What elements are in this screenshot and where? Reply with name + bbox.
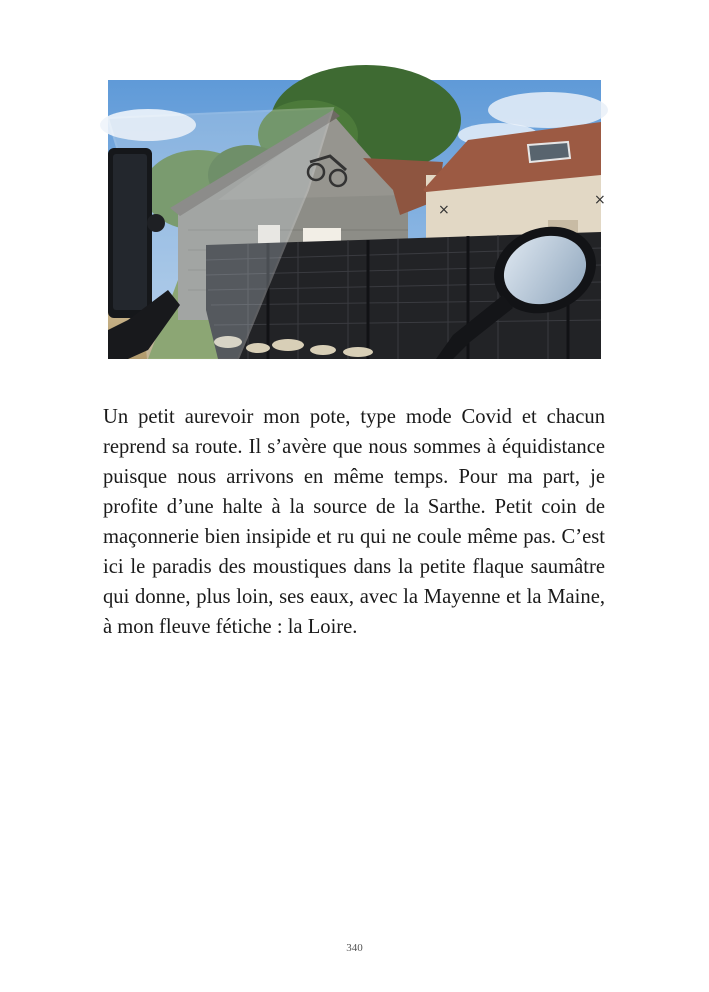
skylight <box>528 142 570 162</box>
cloud <box>488 92 608 128</box>
wall-anchor-mark: × <box>594 192 606 208</box>
body-paragraph: Un petit aurevoir mon pote, type mode Covid et chacun reprend sa route. Il s’avère que nous sommes à équidistance puisque nous arrivons en même temps. Pour ma part, je profite d’une halte à la source de la Sarthe. Petit coin de maçonnerie bien insipide et ru qui ne coule même pas. C’est ici le paradis des moustiques dans la petite flaque saumâtre qui donne, plus loin, ses eaux, avec la Mayenne et la Maine, à mon fleuve fétiche : la Loire. <box>103 406 605 638</box>
wall-anchor-mark: × <box>438 202 450 218</box>
page-number: 340 <box>346 942 363 954</box>
phone-screen <box>113 154 147 310</box>
photo-illustration <box>108 80 606 359</box>
photo-source-sarthe <box>108 80 606 359</box>
